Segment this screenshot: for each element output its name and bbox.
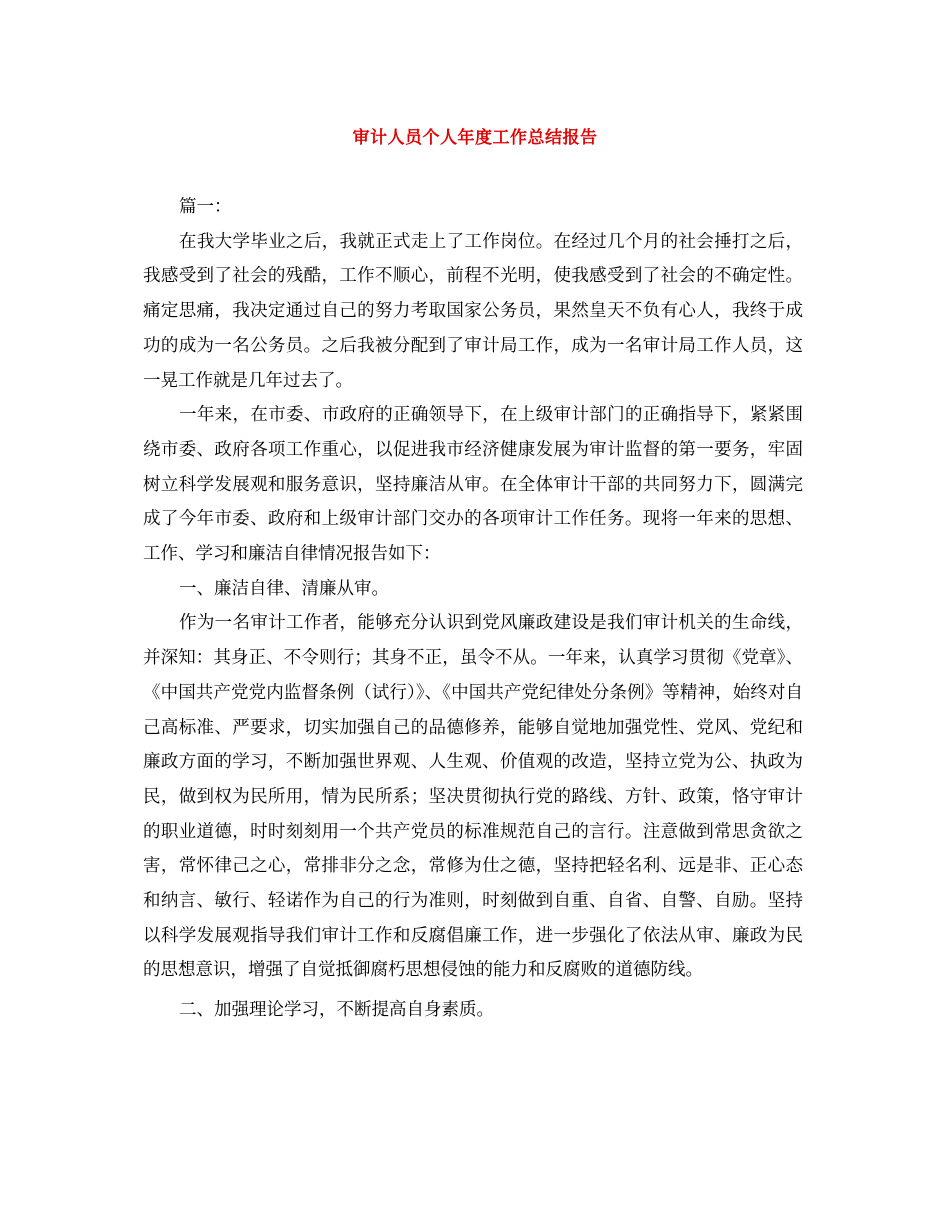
paragraph: 作为一名审计工作者，能够充分认识到党风廉政建设是我们审计机关的生命线，并深知：其身正、不令则行；其身不正，虽令不从。一年来，认真学习贯彻《党章》、《中国共产党党内监督条例（试行）》、《中国共产党纪律处分条例》等精神，始终对自己高标准、严要求，切实加强自己的品德修养，能够自觉地加强党性、党风、党纪和廉政方面的学习，不断加强世界观、人生观、价值观的改造，坚持立党为公、执政为民，做到权为民所用，情为民所系；坚决贯彻执行党的路线、方针、政策，恪守审计的职业道德，时时刻刻用一个共产党员的标准规范自己的言行。注意做到常思贪欲之害，常怀律己之心，常排非分之念，常修为仕之德，坚持把轻名利、远是非、正心态和纳言、敏行、轻诺作为自己的行为准则，时刻做到自重、自省、自警、自励。坚持以科学发展观指导我们审计工作和反腐倡廉工作，进一步强化了依法从审、廉政为民的思想意识，增强了自觉抵御腐朽思想侵蚀的能力和反腐败的道德防线。 [143, 613, 803, 981]
section-label: 篇一： [179, 197, 232, 217]
paragraph: 一年来，在市委、市政府的正确领导下，在上级审计部门的正确指导下，紧紧围绕市委、政府各项工作重心，以促进我市经济健康发展为审计监督的第一要务，牢固树立科学发展观和服务意识，坚持廉洁从审。在全体审计干部的共同努力下，圆满完成了今年市委、政府和上级审计部门交办的各项审计工作任务。现将一年来的思想、工作、学习和廉洁自律情况报告如下： [143, 405, 803, 565]
paragraph: 在我大学毕业之后，我就正式走上了工作岗位。在经过几个月的社会捶打之后，我感受到了社会的残酷，工作不顺心，前程不光明，使我感受到了社会的不确定性。痛定思痛，我决定通过自己的努力考取国家公务员，果然皇天不负有心人，我终于成功的成为一名公务员。之后我被分配到了审计局工作，成为一名审计局工作人员，这一晃工作就是几年过去了。 [143, 231, 803, 391]
document-body [143, 190, 803, 1028]
section-heading: 二、加强理论学习，不断提高自身素质。 [179, 1000, 494, 1021]
document-title: 审计人员个人年度工作总结报告 [352, 128, 598, 148]
section-heading: 一、廉洁自律、清廉从审。 [179, 578, 389, 599]
